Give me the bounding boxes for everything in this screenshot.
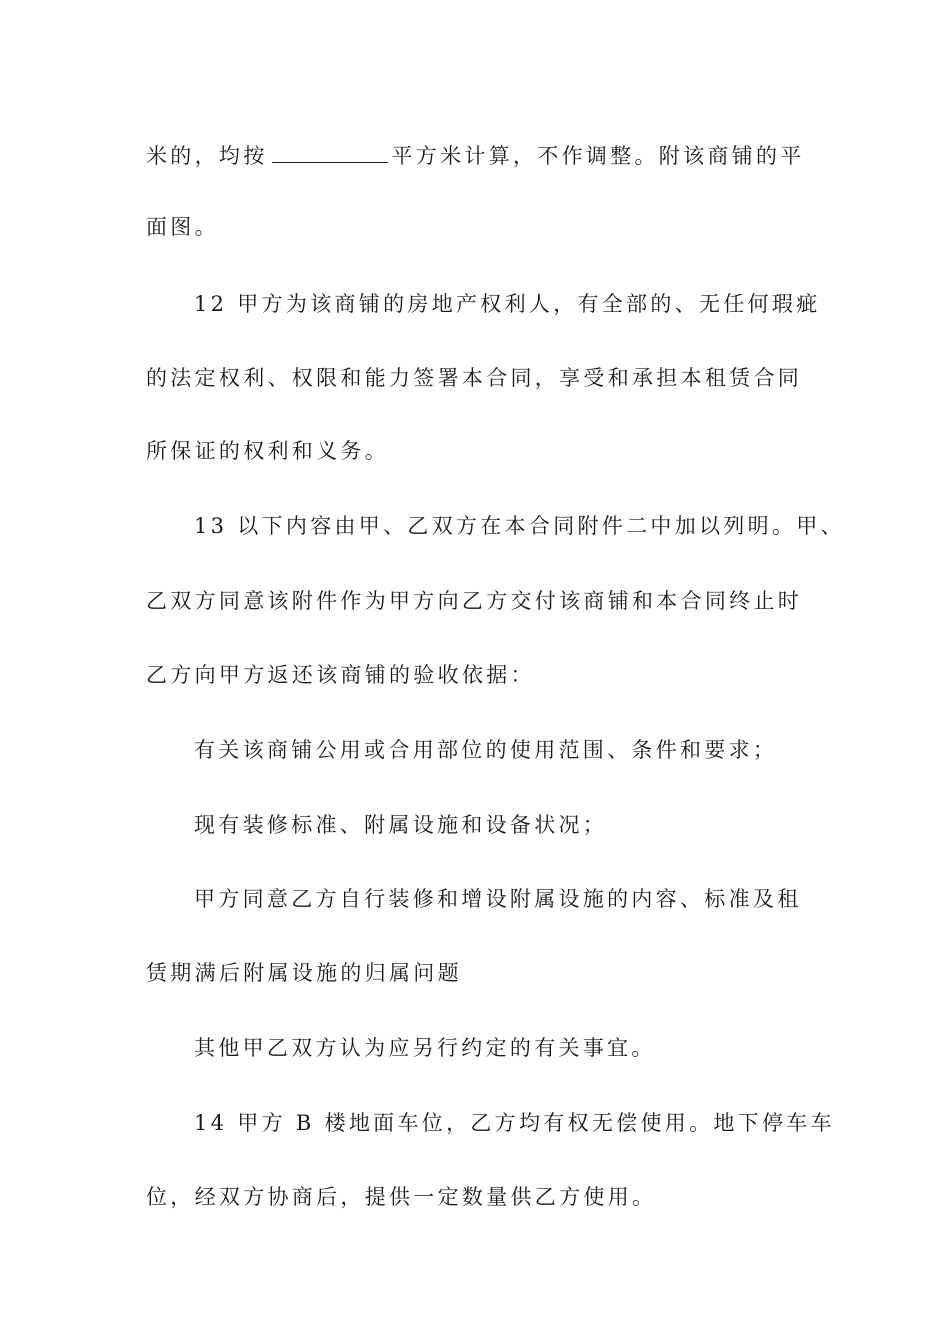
paragraph-line: 的法定权利、权限和能力签署本合同，享受和承担本租赁合同 — [146, 366, 803, 390]
list-item: 其他甲乙双方认为应另行约定的有关事宜。 — [194, 1036, 656, 1060]
list-item: 有关该商铺公用或合用部位的使用范围、条件和要求； — [194, 738, 778, 762]
list-item: 甲方同意乙方自行装修和增设附属设施的内容、标准及租 — [194, 887, 802, 911]
clause-14-line: 14 甲方 B 楼地面车位，乙方均有权无偿使用。地下停车车 — [194, 1111, 835, 1135]
paragraph-line — [146, 142, 826, 170]
clause-12-line: 12 甲方为该商铺的房地产权利人，有全部的、无任何瑕疵 — [194, 292, 821, 316]
paragraph-line: 所保证的权利和义务。 — [146, 439, 389, 463]
line-text: 米的，均按 — [146, 144, 268, 168]
line-text: 平方米计算，不作调整。附该商铺的平 — [391, 144, 805, 168]
paragraph-line: 位，经双方协商后，提供一定数量供乙方使用。 — [146, 1185, 657, 1209]
paragraph-line: 面图。 — [146, 215, 219, 239]
paragraph-line: 赁期满后附属设施的归属问题 — [146, 961, 462, 985]
paragraph-line: 乙双方同意该附件作为甲方向乙方交付该商铺和本合同终止时 — [146, 589, 803, 613]
fill-in-blank — [272, 142, 388, 163]
paragraph-line: 乙方向甲方返还该商铺的验收依据： — [146, 663, 535, 687]
list-item: 现有装修标准、附属设施和设备状况； — [194, 813, 608, 837]
clause-13-line: 13 以下内容由甲、乙双方在本合同附件二中加以列明。甲、 — [194, 514, 845, 538]
